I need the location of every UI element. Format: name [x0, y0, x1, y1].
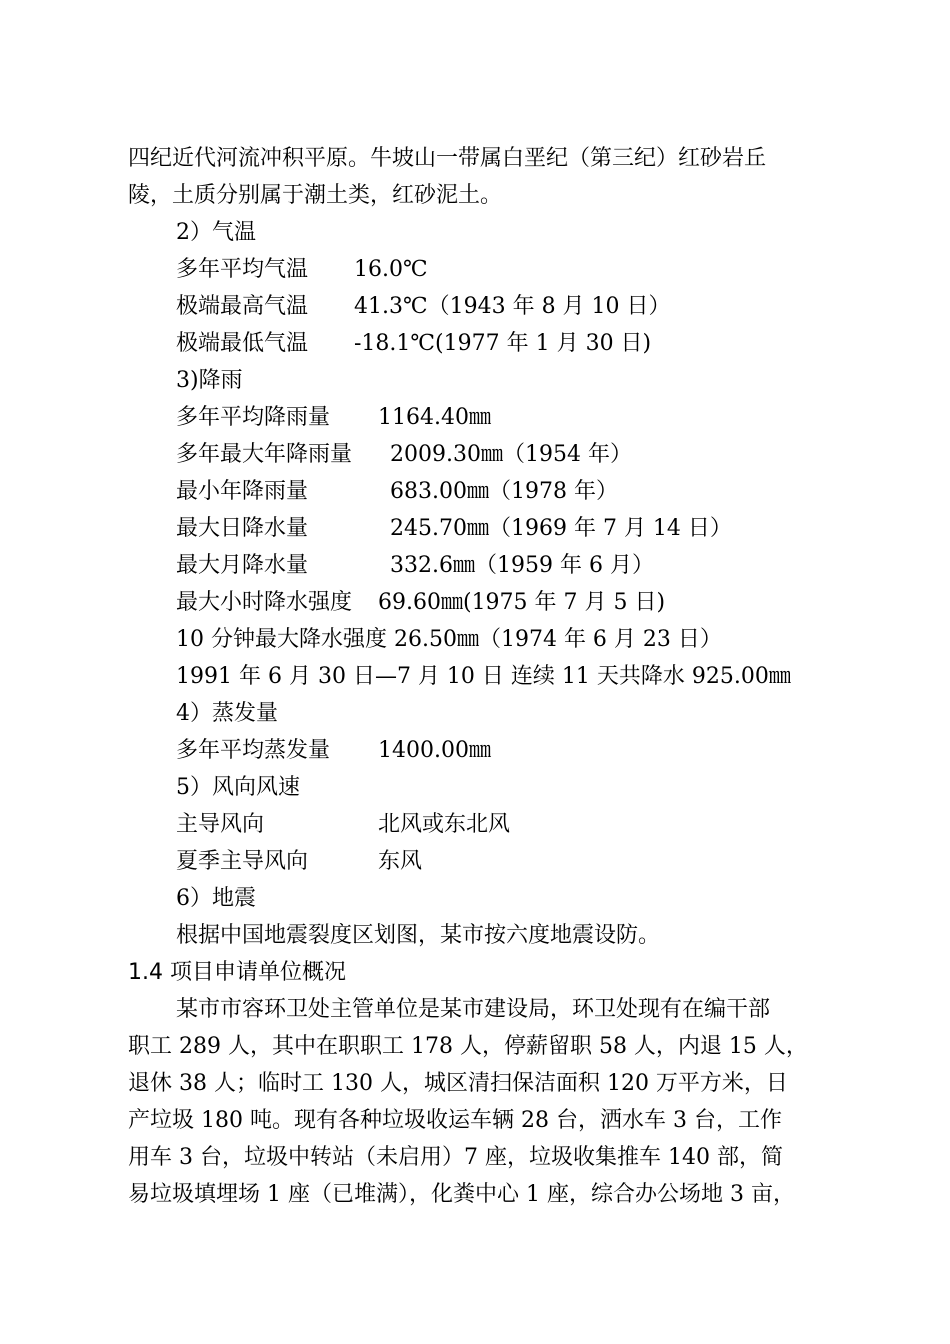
row-label: 多年平均气温 — [176, 257, 309, 282]
rainfall-heading: 3)降雨 — [176, 368, 243, 393]
row-label: 多年平均蒸发量 — [176, 738, 331, 763]
intro-line-2: 陵，土质分别属于潮土类，红砂泥土。 — [128, 183, 503, 208]
earthquake-heading: 6）地震 — [176, 886, 256, 911]
row-value: 北风或东北风 — [378, 812, 511, 837]
row-label: 多年最大年降雨量 — [176, 442, 353, 467]
evaporation-heading: 4）蒸发量 — [176, 701, 278, 726]
temperature-heading: 2）气温 — [176, 220, 256, 245]
row-label: 夏季主导风向 — [176, 849, 309, 874]
earthquake-text: 根据中国地震裂度区划图，某市按六度地震设防。 — [176, 923, 661, 948]
row-label: 最大月降水量 — [176, 553, 309, 578]
rain-1991-line: 1991 年 6 月 30 日—7 月 10 日 连续 11 天共降水 925.00㎜ — [176, 664, 791, 689]
row-value: 69.60㎜(1975 年 7 月 5 日) — [378, 590, 666, 615]
row-value: 16.0℃ — [354, 257, 428, 282]
paragraph-line: 易垃圾填埋场 1 座（已堆满），化粪中心 1 座，综合办公场地 3 亩， — [128, 1182, 795, 1207]
row-value: 1164.40㎜ — [378, 405, 491, 430]
row-value: 1400.00㎜ — [378, 738, 491, 763]
intro-line-1: 四纪近代河流冲积平原。牛坡山一带属白垩纪（第三纪）红砂岩丘 — [128, 146, 767, 171]
row-value: 332.6㎜（1959 年 6 月） — [390, 553, 654, 578]
row-value: 东风 — [378, 849, 423, 874]
wind-heading: 5）风向风速 — [176, 775, 300, 800]
row-label: 最大日降水量 — [176, 516, 309, 541]
paragraph-line: 某市市容环卫处主管单位是某市建设局，环卫处现有在编干部 — [176, 997, 771, 1022]
row-value: 683.00㎜（1978 年） — [390, 479, 618, 504]
row-value: -18.1℃(1977 年 1 月 30 日) — [354, 331, 652, 356]
rain-10min-line: 10 分钟最大降水强度 26.50㎜（1974 年 6 月 23 日） — [176, 627, 722, 652]
paragraph-line: 用车 3 台，垃圾中转站（未启用）7 座，垃圾收集推车 140 部，简 — [128, 1145, 783, 1170]
paragraph-line: 职工 289 人，其中在职职工 178 人，停薪留职 58 人，内退 15 人， — [128, 1034, 808, 1059]
row-value: 2009.30㎜（1954 年） — [390, 442, 632, 467]
row-label: 主导风向 — [176, 812, 265, 837]
row-label: 多年平均降雨量 — [176, 405, 331, 430]
row-label: 极端最高气温 — [176, 294, 309, 319]
temp-avg-row — [176, 251, 308, 288]
paragraph-line: 退休 38 人；临时工 130 人，城区清扫保洁面积 120 万平方米，日 — [128, 1071, 788, 1096]
row-value: 245.70㎜（1969 年 7 月 14 日） — [390, 516, 732, 541]
row-value: 41.3℃（1943 年 8 月 10 日） — [354, 294, 671, 319]
section-heading: 1.4 项目申请单位概况 — [128, 960, 346, 985]
paragraph-line: 产垃圾 180 吨。现有各种垃圾收运车辆 28 台，洒水车 3 台，工作 — [128, 1108, 782, 1133]
row-label: 极端最低气温 — [176, 331, 309, 356]
row-label: 最小年降雨量 — [176, 479, 309, 504]
row-label: 最大小时降水强度 — [176, 590, 353, 615]
